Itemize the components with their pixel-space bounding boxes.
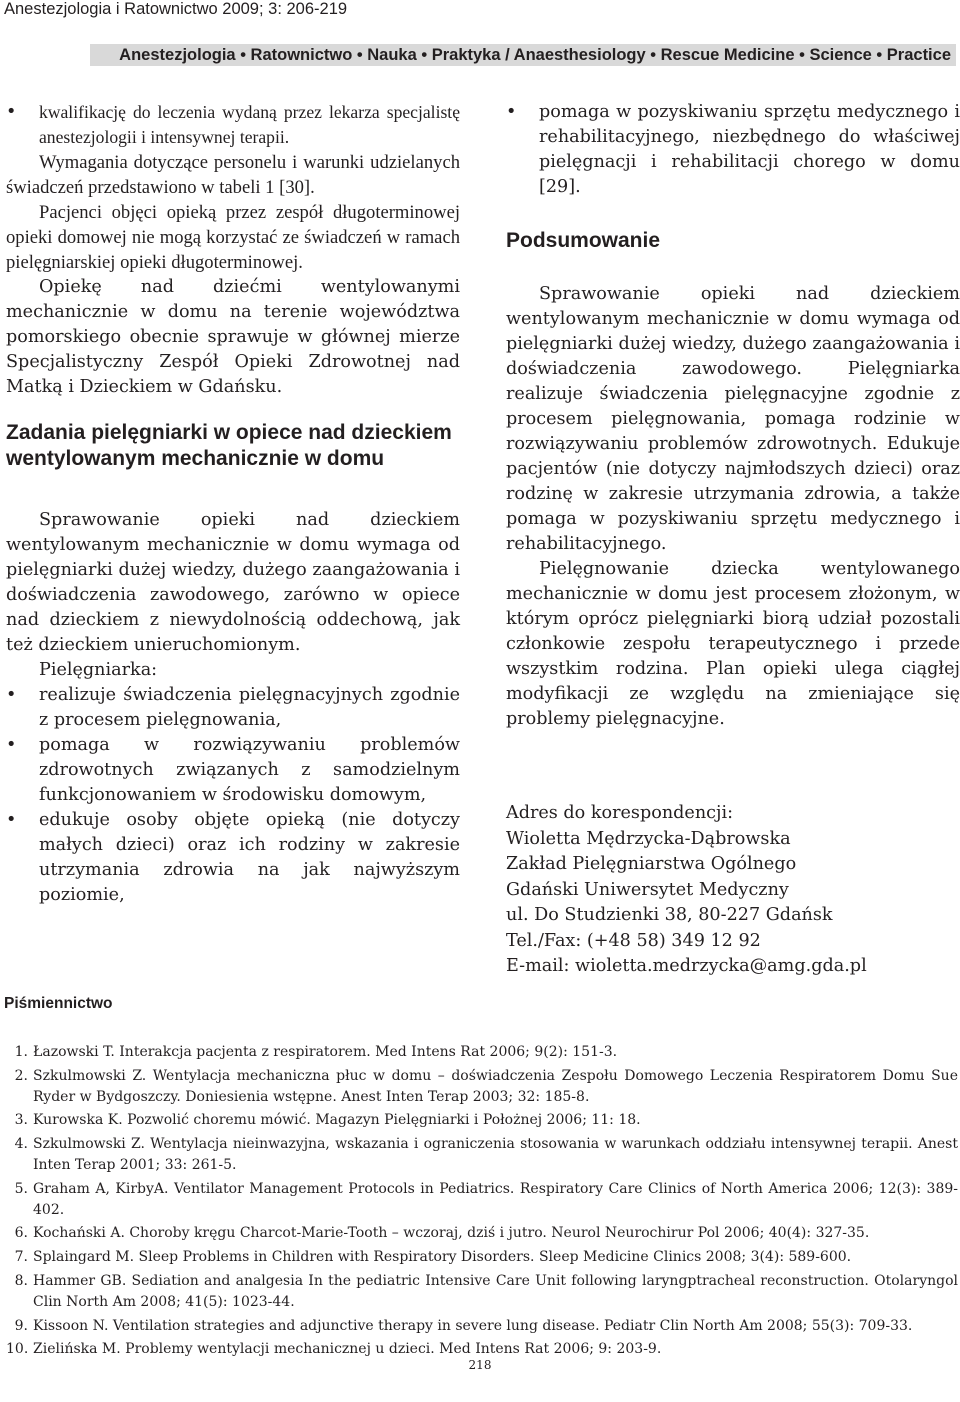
reference-number: 7.: [14, 1249, 28, 1266]
paragraph-requirements: Wymagania dotyczące personelu i warunki udzielanych świadczeń przedstawiono w tabeli 1 [30].: [6, 152, 460, 198]
references-list: [6, 1042, 958, 1363]
address-phone: Tel./Fax: (+48 58) 349 12 92: [506, 930, 761, 951]
reference-number: 2.: [14, 1067, 28, 1084]
section-heading-tasks: Zadania pielęgniarki w opiece nad dzieckiem wentylowanym mechanicznie w domu: [6, 421, 452, 470]
reference-text: Graham A, KirbyA. Ventilator Management Protocols in Pediatrics. Respiratory Care Clinics of North America 2006; 12(3): 389-402.: [33, 1180, 958, 1218]
section-heading-summary: Podsumowanie: [506, 229, 661, 252]
list-item-text: realizuje świadczenia pielęgnacyjnych zgodnie z procesem pielęgnowania,: [39, 685, 460, 730]
address-street: ul. Do Studzienki 38, 80-227 Gdańsk: [506, 905, 833, 925]
reference-item: [6, 1066, 958, 1108]
reference-text: Szkulmowski Z. Wentylacja mechaniczna płuc w domu – doświadczenia Zespołu Domowego Leczenia Respiratorem Domu Sue Ryder w Bydgoszczy. Doniesienia wstępne. Anest Inten Terap 2003; 32: 185-8.: [33, 1067, 958, 1105]
reference-text: Kochański A. Choroby kręgu Charcot-Marie-Tooth – wczoraj, dziś i jutro. Neurol Neurochirur Pol 2006; 40(4): 327-35.: [33, 1225, 870, 1242]
reference-text: Zielińska M. Problemy wentylacji mechanicznej u dzieci. Med Intens Rat 2006; 9: 203-9.: [33, 1341, 662, 1358]
address-department: Zakład Pielęgniarstwa Ogólnego: [506, 854, 797, 874]
bullet-icon: •: [6, 810, 17, 830]
paragraph-patients: Pacjenci objęci opieką przez zespół długoterminowej opieki domowej nie mogą korzystać ze świadczeń w ramach pielęgniarskiej opieki długoterminowej.: [6, 202, 460, 273]
references-heading: Piśmiennictwo: [4, 995, 113, 1012]
reference-item: [6, 1042, 958, 1063]
list-item: [6, 100, 460, 150]
paragraph-summary-2: Pielęgnowanie dziecka wentylowanego mechanicznie w domu jest procesem złożonym, w którym oprócz pielęgniarki biorą udział pozostali członkowie zespołu terapeutycznego i przede wszystkim rodzina. Plan opieki ulega ciągłej modyfikacji ze względu na zmieniające się problemy pielęgnacyjne.: [506, 559, 960, 729]
reference-text: Splaingard M. Sleep Problems in Children with Respiratory Disorders. Sleep Medicine Clinics 2008; 3(4): 589-600.: [33, 1249, 852, 1266]
reference-text: Szkulmowski Z. Wentylacja nieinwazyjna, wskazania i ograniczenia stosowania w warunkach oddziału intensywnej terapii. Anest Inten Terap 2001; 33: 261-5.: [33, 1136, 958, 1174]
paragraph-care: Opiekę nad dziećmi wentylowanymi mechanicznie w domu na terenie województwa pomorskiego obecnie sprawuje w głównej mierze Specjalistyczny Zespół Opieki Zdrowotnej nad Matką i Dzieckiem w Gdańsku.: [6, 277, 460, 397]
address-university: Gdański Uniwersytet Medyczny: [506, 879, 789, 900]
reference-text: Łazowski T. Interakcja pacjenta z respiratorem. Med Intens Rat 2006; 9(2): 151-3.: [33, 1044, 618, 1060]
reference-number: 5.: [14, 1180, 28, 1197]
list-item: [6, 683, 460, 733]
bullet-icon: •: [506, 102, 517, 122]
right-column: [506, 100, 960, 980]
list-item-text: edukuje osoby objęte opieką (nie dotyczy małych dzieci) oraz ich rodziny w zakresie utrzymania zdrowia na jak najwyższym poziomie,: [39, 810, 460, 905]
list-item-text: kwalifikację do leczenia wydaną przez lekarza specjalistę anestezjologii i intensywnej terapii.: [39, 102, 460, 147]
reference-number: 1.: [14, 1044, 28, 1060]
reference-number: 9.: [14, 1317, 28, 1334]
reference-number: 10.: [6, 1341, 29, 1358]
list-item: [6, 733, 460, 808]
nurse-label: Pielęgniarka:: [39, 660, 158, 680]
journal-band: Anestezjologia • Ratownictwo • Nauka • Praktyka / Anaesthesiology • Rescue Medicine • Science • Practice: [90, 44, 956, 66]
bullet-icon: •: [6, 685, 17, 705]
reference-text: Kissoon N. Ventilation strategies and adjunctive therapy in severe lung disease. Pediatr Clin North Am 2008; 55(3): 709-33.: [33, 1317, 913, 1334]
bullet-icon: •: [6, 102, 17, 122]
reference-number: 6.: [14, 1225, 28, 1242]
reference-item: [6, 1271, 958, 1313]
reference-number: 8.: [14, 1272, 28, 1289]
reference-item: [6, 1134, 958, 1176]
nurse-duties-list: [6, 683, 460, 908]
left-column: [6, 100, 460, 908]
address-label: Adres do korespondencji:: [506, 803, 734, 823]
paragraph-tasks: Sprawowanie opieki nad dzieckiem wentylowanym mechanicznie w domu wymaga od pielęgniarki dużej wiedzy, dużego zaangażowania i doświadczenia zawodowego, zarówno w opiece nad dzieckiem z niewydolnością oddechową, jak też dzieckiem unieruchomionym.: [6, 510, 460, 655]
bullet-icon: •: [6, 735, 17, 755]
reference-number: 4.: [14, 1136, 28, 1153]
list-item: [6, 808, 460, 908]
address-email: E-mail: wioletta.medrzycka@amg.gda.pl: [506, 956, 867, 976]
reference-item: [6, 1110, 958, 1131]
qualification-list: [6, 100, 460, 150]
reference-text: Hammer GB. Sediation and analgesia In the pediatric Intensive Care Unit following laryngptracheal reconstruction. Otolaryngol Clin North Am 2008; 41(5): 1023-44.: [33, 1272, 958, 1310]
reference-text: Kurowska K. Pozwolić choremu mówić. Magazyn Pielęgniarki i Położnej 2006; 11: 18.: [33, 1112, 641, 1129]
reference-item: [6, 1223, 958, 1244]
correspondence-address: [506, 801, 960, 980]
list-item: [506, 100, 960, 200]
page-number: 218: [468, 1358, 492, 1372]
list-item-text: pomaga w rozwiązywaniu problemów zdrowotnych związanych z samodzielnym funkcjonowaniem w środowisku domowym,: [39, 735, 460, 805]
reference-number: 3.: [14, 1112, 28, 1129]
address-author: Wioletta Mędrzycka-Dąbrowska: [506, 828, 791, 849]
paragraph-summary-1: Sprawowanie opieki nad dzieckiem wentylowanym mechanicznie w domu wymaga od pielęgniarki dużej wiedzy, dużego zaangażowania i doświadczenia zawodowego. Pielęgniarka realizuje świadczenia pielęgnacyjne zgodnie z procesem pielęgnowania, pomaga rodzinie w rozwiązywaniu problemów zdrowotnych. Edukuje pacjentów (nie dotyczy najmłodszych dzieci) oraz rodzinę w zakresie utrzymania zdrowia, a także pomaga w pozyskiwaniu sprzętu medycznego i rehabilitacyjnego.: [506, 284, 960, 554]
list-item-text: pomaga w pozyskiwaniu sprzętu medycznego i rehabilitacyjnego, niezbędnego do właściwej pielęgnacji i rehabilitacji chorego w domu [29].: [539, 102, 960, 197]
reference-item: [6, 1316, 958, 1337]
running-head: Anestezjologia i Ratownictwo 2009; 3: 206-219: [4, 0, 348, 18]
reference-item: [6, 1247, 958, 1268]
reference-item: [6, 1179, 958, 1221]
equipment-list: [506, 100, 960, 200]
